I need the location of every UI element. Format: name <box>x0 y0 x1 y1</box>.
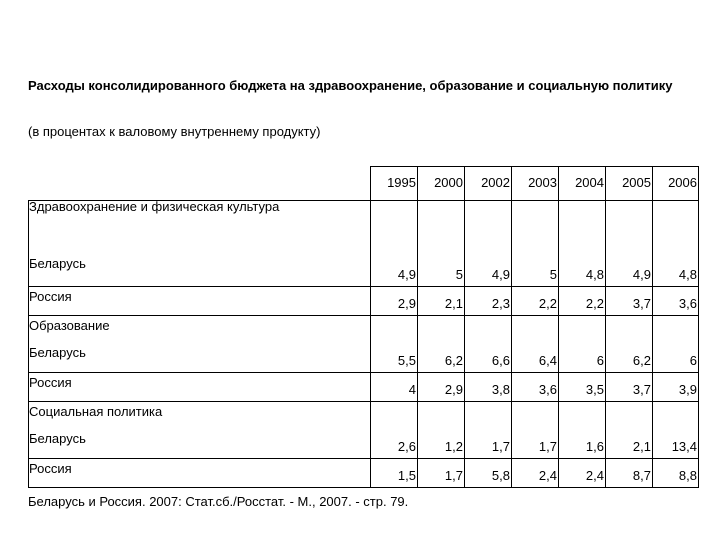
value-cell: 2,3 <box>465 287 512 316</box>
value-cell: 6,2 <box>606 316 653 373</box>
value-cell: 5 <box>418 201 465 287</box>
value-cell: 1,7 <box>465 402 512 459</box>
value-cell: 8,7 <box>606 459 653 488</box>
country-label: Беларусь <box>29 256 86 271</box>
country-label: Беларусь <box>29 431 86 446</box>
table-row <box>29 459 699 488</box>
table-subtitle: (в процентах к валовому внутреннему продукту) <box>28 124 321 139</box>
row-label-cell <box>29 287 371 316</box>
value-cell: 2,4 <box>512 459 559 488</box>
section-label: Социальная политика <box>29 404 163 419</box>
table-title: Расходы консолидированного бюджета на здравоохранение, образование и социальную политику <box>28 78 673 93</box>
value-cell: 2,2 <box>512 287 559 316</box>
value-cell: 2,6 <box>371 402 418 459</box>
value-cell: 4,9 <box>606 201 653 287</box>
value-cell: 3,7 <box>606 373 653 402</box>
value-cell: 4 <box>371 373 418 402</box>
country-label: Беларусь <box>29 345 86 360</box>
year-header-cell: 2006 <box>653 167 699 201</box>
value-cell: 2,4 <box>559 459 606 488</box>
year-header-cell: 2003 <box>512 167 559 201</box>
row-label-cell <box>29 201 371 287</box>
country-label: Россия <box>29 289 72 304</box>
section-label: Образование <box>29 318 110 333</box>
section-label: Здравоохранение и физическая культура <box>29 199 280 214</box>
value-cell: 2,9 <box>418 373 465 402</box>
table-row <box>29 287 699 316</box>
value-cell: 2,1 <box>418 287 465 316</box>
row-label-cell <box>29 459 371 488</box>
data-table <box>28 166 699 488</box>
value-cell: 4,9 <box>371 201 418 287</box>
value-cell: 1,2 <box>418 402 465 459</box>
value-cell: 5 <box>512 201 559 287</box>
value-cell: 3,6 <box>512 373 559 402</box>
value-cell: 13,4 <box>653 402 699 459</box>
year-header-cell: 2004 <box>559 167 606 201</box>
country-label: Россия <box>29 461 72 476</box>
year-header-cell: 2000 <box>418 167 465 201</box>
row-label-cell <box>29 402 371 459</box>
value-cell: 8,8 <box>653 459 699 488</box>
country-label: Россия <box>29 375 72 390</box>
row-label-cell <box>29 373 371 402</box>
value-cell: 1,7 <box>512 402 559 459</box>
value-cell: 4,8 <box>559 201 606 287</box>
value-cell: 6,6 <box>465 316 512 373</box>
value-cell: 6,2 <box>418 316 465 373</box>
value-cell: 6 <box>653 316 699 373</box>
value-cell: 2,9 <box>371 287 418 316</box>
value-cell: 1,6 <box>559 402 606 459</box>
value-cell: 2,2 <box>559 287 606 316</box>
table-row <box>29 373 699 402</box>
value-cell: 1,5 <box>371 459 418 488</box>
source-note: Беларусь и Россия. 2007: Стат.сб./Росстат. - М., 2007. - стр. 79. <box>28 494 409 509</box>
year-header-cell: 2002 <box>465 167 512 201</box>
row-label-cell <box>29 316 371 373</box>
header-blank-cell <box>29 167 371 201</box>
value-cell: 4,8 <box>653 201 699 287</box>
value-cell: 6 <box>559 316 606 373</box>
value-cell: 3,5 <box>559 373 606 402</box>
value-cell: 3,9 <box>653 373 699 402</box>
table-row <box>29 402 699 459</box>
year-header-cell: 1995 <box>371 167 418 201</box>
value-cell: 5,8 <box>465 459 512 488</box>
year-header-cell: 2005 <box>606 167 653 201</box>
value-cell: 6,4 <box>512 316 559 373</box>
value-cell: 4,9 <box>465 201 512 287</box>
value-cell: 5,5 <box>371 316 418 373</box>
table-row <box>29 316 699 373</box>
table-row <box>29 201 699 287</box>
value-cell: 3,8 <box>465 373 512 402</box>
value-cell: 1,7 <box>418 459 465 488</box>
value-cell: 3,7 <box>606 287 653 316</box>
value-cell: 3,6 <box>653 287 699 316</box>
year-header-row <box>29 167 699 201</box>
value-cell: 2,1 <box>606 402 653 459</box>
